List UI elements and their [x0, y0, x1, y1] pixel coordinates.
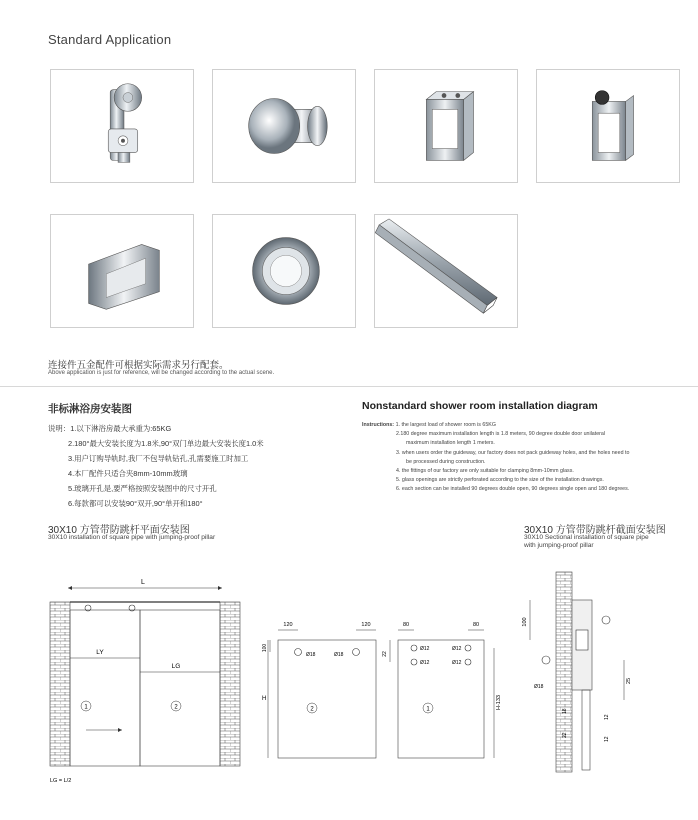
dim-120-right: 120 — [361, 622, 371, 628]
product-square-stopper — [536, 69, 680, 183]
product-roller-hanger — [50, 69, 194, 183]
dim-H: H — [262, 696, 267, 702]
list-item: 2.180 degree maximum installation length is 1.8 meters, 90 degree double door unilateral — [396, 431, 606, 438]
section-title-en-1: 30X10 Sectional installation of square pipe — [524, 534, 649, 541]
plan-title-zh: 30X10 方管带防跳杆平面安装图 — [48, 525, 190, 536]
glass-2-label: 2 — [310, 706, 314, 713]
dim-12-b: 12 — [604, 736, 610, 742]
glass-panel-2 — [262, 622, 376, 758]
dim-LY: LY — [96, 649, 104, 656]
hole-dia-right: Ø18 — [334, 652, 344, 658]
product-square-connector — [374, 69, 518, 183]
spec-title-zh: 非标淋浴房安装图 — [48, 403, 132, 415]
spec-title-en: Nonstandard shower room installation diagram — [362, 400, 598, 412]
lg-formula: LG = L/2 — [50, 778, 72, 784]
instructions-zh — [48, 421, 264, 511]
list-item: 6. each section can be installed 90 degrees double open, 90 degrees single open and 180 degrees. — [396, 486, 630, 493]
hole-dia-4: Ø12 — [452, 660, 462, 666]
list-item: 3. when users order the guideway, our factory does not pack guideway holes, and the holes need to — [396, 449, 630, 456]
note-zh: 连接件五金配件可根据实际需求另行配套。 — [48, 360, 229, 371]
plan-drawing — [50, 579, 240, 784]
dim-25: 25 — [626, 677, 632, 684]
dim-80-right: 80 — [472, 622, 480, 628]
dim-dia18-section: Ø18 — [534, 684, 544, 690]
instructions-label: Instructions: — [362, 422, 395, 428]
list-item: 6.每款都可以安装90°双开,90°单开和180° — [68, 499, 203, 508]
list-item: 2.180°最大安装长度为1.8米,90°双门单边最大安装长度1.0米 — [68, 439, 264, 448]
list-item: 5. glass openings are strictly perforated according to the size of the installation drawings. — [396, 477, 604, 484]
instructions-label: 说明： — [48, 424, 71, 433]
instructions-en — [362, 421, 662, 495]
dim-L: L — [141, 579, 145, 586]
panel-1-label: 1 — [84, 704, 88, 711]
dim-80-left: 80 — [402, 622, 410, 628]
list-item: maximum installation length 1 meters. — [406, 440, 495, 447]
dim-18-section: 18 — [562, 708, 568, 714]
dim-100-left: 100 — [262, 643, 268, 653]
hole-dia-2: Ø12 — [420, 660, 430, 666]
list-item: 4. the fittings of our factory are only suitable for clamping 8mm-10mm glass. — [396, 468, 574, 475]
dim-22-section: 22 — [562, 732, 568, 738]
product-knob-handle — [212, 69, 356, 183]
dim-12-a: 12 — [604, 714, 610, 720]
divider — [0, 386, 698, 387]
page-title: Standard Application — [48, 32, 172, 47]
hole-dia-3: Ø12 — [452, 646, 462, 652]
glass-panel-1 — [382, 622, 502, 758]
section-drawing — [522, 572, 632, 772]
dim-100-section: 100 — [522, 617, 528, 627]
installation-drawing — [0, 560, 698, 820]
section-title-en-2: with jumping-proof pillar — [524, 542, 594, 549]
list-item: be processed during construction. — [406, 458, 486, 465]
dim-120-left: 120 — [283, 622, 293, 628]
product-square-pipe — [374, 214, 518, 328]
list-item: 3.用户订购导轨时,我厂不包导轨钻孔,孔需要施工时加工 — [68, 454, 249, 463]
product-glass-clamp — [50, 214, 194, 328]
hole-dia-left: Ø18 — [306, 652, 316, 658]
list-item: 4.本厂配件只适合夹8mm-10mm玻璃 — [68, 469, 188, 478]
section-title-zh: 30X10 方管带防跳杆截面安装图 — [524, 525, 666, 536]
dim-LG: LG — [171, 663, 181, 670]
product-round-pull — [212, 214, 356, 328]
note-en: Above application is just for reference, will be changed according to the actual scene. — [48, 370, 275, 376]
list-item: 说明：1.以下淋浴房最大承重为:65KG — [48, 424, 172, 433]
panel-2-label: 2 — [174, 704, 178, 711]
list-item: 5.玻璃开孔是,要严格按照安装图中的尺寸开孔 — [68, 484, 217, 493]
dim-H-133: H-133 — [496, 695, 502, 710]
plan-title-en: 30X10 installation of square pipe with jumping-proof pillar — [48, 534, 216, 541]
list-item: Instructions: 1. the largest load of shower room is 65KG — [362, 422, 496, 428]
glass-1-label: 1 — [426, 706, 430, 713]
hole-dia-1: Ø12 — [420, 646, 430, 652]
dim-22-18: 22 — [382, 651, 388, 657]
